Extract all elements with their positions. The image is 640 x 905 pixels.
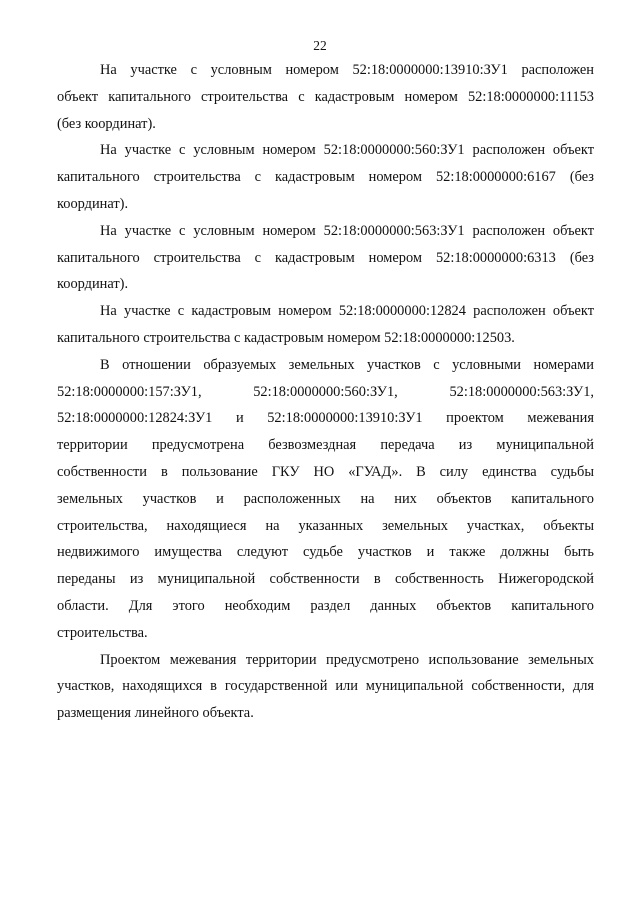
text-line: участков, находящихся в государственной или муниципальной собственности, для — [57, 678, 594, 695]
text-line: капитального строительства с кадастровым номером 52:18:0000000:6313 (без — [57, 249, 594, 266]
paragraph — [57, 218, 594, 298]
text-line: координат). — [57, 195, 129, 212]
text-line: На участке с условным номером 52:18:0000000:563:ЗУ1 расположен объект — [100, 222, 594, 239]
text-line: размещения линейного объекта. — [57, 705, 254, 722]
text-line: строительства. — [57, 624, 148, 641]
text-line: капитального строительства с кадастровым номером 52:18:0000000:12503. — [57, 329, 515, 346]
paragraph — [57, 137, 594, 217]
text-line: (без координат). — [57, 115, 156, 132]
text-line: На участке с условным номером 52:18:0000000:560:ЗУ1 расположен объект — [100, 142, 594, 159]
page-number: 22 — [313, 38, 327, 53]
text-line: Проектом межевания территории предусмотрено использование земельных — [100, 651, 594, 668]
text-line: В отношении образуемых земельных участков с условными номерами — [100, 356, 594, 373]
paragraph — [57, 57, 594, 137]
text-line: недвижимого имущества следуют судьбе участков и также должны быть — [57, 544, 594, 561]
text-line: собственности в пользование ГКУ НО «ГУАД». В силу единства судьбы — [57, 463, 594, 480]
paragraph — [57, 352, 594, 647]
text-line: капитального строительства с кадастровым номером 52:18:0000000:6167 (без — [57, 169, 594, 186]
text-line: На участке с условным номером 52:18:0000000:13910:ЗУ1 расположен — [100, 62, 594, 78]
text-line: области. Для этого необходим раздел данных объектов капитального — [57, 597, 594, 614]
text-line: переданы из муниципальной собственности в собственность Нижегородской — [57, 571, 594, 588]
text-line: земельных участков и расположенных на них объектов капитального — [57, 490, 594, 507]
text-line: 52:18:0000000:157:ЗУ1, 52:18:0000000:560:ЗУ1, 52:18:0000000:563:ЗУ1, — [57, 383, 594, 400]
text-line: территории предусмотрена безвозмездная передача из муниципальной — [57, 437, 594, 454]
text-line: координат). — [57, 276, 129, 293]
paragraph — [57, 647, 594, 727]
text-line: На участке с кадастровым номером 52:18:0000000:12824 расположен объект — [100, 303, 594, 320]
paragraph — [57, 298, 594, 352]
document-body — [57, 57, 594, 727]
text-line: строительства, находящиеся на указанных земельных участках, объекты — [57, 517, 594, 534]
text-line: объект капитального строительства с кадастровым номером 52:18:0000000:11153 — [57, 88, 594, 105]
text-line: 52:18:0000000:12824:ЗУ1 и 52:18:0000000:13910:ЗУ1 проектом межевания — [57, 410, 594, 427]
